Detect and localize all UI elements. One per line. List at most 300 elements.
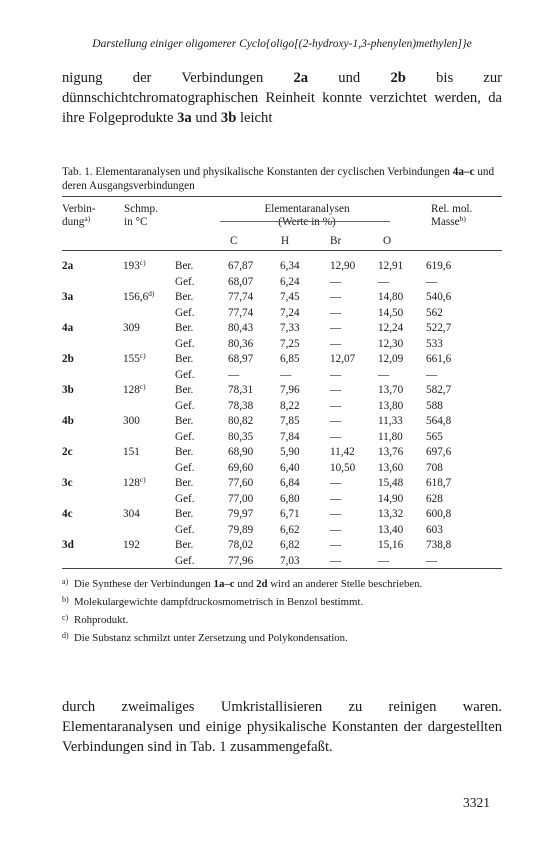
molar-mass-cell-value: 600,8 — [426, 508, 452, 520]
hydrogen-cell-value: 6,34 — [280, 260, 300, 272]
melting-point-cell — [123, 554, 175, 570]
table-row — [62, 476, 486, 492]
footnote-mark: c) — [62, 613, 69, 622]
table-row — [62, 383, 486, 399]
header-elemental-analysis — [232, 203, 382, 229]
hydrogen-cell-value: 7,03 — [280, 554, 300, 567]
melting-point-cell-value: 156,6 — [123, 291, 149, 303]
bromine-cell — [330, 399, 378, 415]
oxygen-cell-value: 12,91 — [378, 260, 404, 272]
table-row — [62, 352, 486, 368]
analysis-type-cell — [175, 507, 228, 523]
bromine-cell-value: 11,42 — [330, 446, 355, 458]
analysis-type-cell-value: Ber. — [175, 508, 194, 520]
compound-cell-value: 2a — [62, 260, 74, 272]
header-werte: (Werte in %) — [278, 216, 336, 228]
hydrogen-cell — [280, 414, 330, 430]
melting-point-cell — [123, 321, 175, 337]
bromine-cell-value: — — [330, 523, 342, 536]
molar-mass-cell — [426, 337, 486, 353]
carbon-cell — [228, 414, 280, 430]
molar-mass-cell — [426, 445, 486, 461]
melting-point-cell-value: 304 — [123, 508, 140, 520]
hydrogen-cell-value: 7,25 — [280, 337, 300, 350]
oxygen-cell — [378, 306, 426, 322]
header-compound — [62, 203, 96, 229]
melting-point-cell — [123, 352, 175, 368]
oxygen-cell — [378, 321, 426, 337]
text-run: und — [191, 110, 221, 126]
table-row — [62, 461, 486, 477]
hydrogen-cell-value: 6,80 — [280, 492, 300, 505]
hydrogen-cell — [280, 368, 330, 384]
header-C: C — [230, 235, 238, 247]
carbon-cell-value: 78,31 — [228, 384, 254, 396]
bromine-cell-value: 12,90 — [330, 260, 356, 272]
compound-cell-value: 3d — [62, 539, 74, 551]
carbon-cell — [228, 306, 280, 322]
text-run: und — [308, 70, 391, 86]
molar-mass-cell — [426, 554, 486, 570]
compound-cell — [62, 507, 123, 523]
melting-point-cell-value: 193 — [123, 260, 140, 272]
hydrogen-cell-value: 7,84 — [280, 430, 300, 443]
molar-mass-cell-value: 619,6 — [426, 260, 452, 272]
analysis-type-cell — [175, 554, 228, 570]
compound-ref: 1a–c — [213, 578, 235, 590]
melting-point-cell — [123, 259, 175, 275]
header-masse-line — [431, 216, 472, 229]
footnote-text: Rohprodukt. — [74, 614, 129, 626]
header-sub-rule — [220, 221, 390, 222]
compound-cell — [62, 476, 123, 492]
molar-mass-cell-value: 628 — [426, 492, 443, 505]
molar-mass-cell — [426, 306, 486, 322]
analysis-type-cell — [175, 414, 228, 430]
analysis-type-cell-value: Ber. — [175, 477, 194, 489]
header-dung-line — [62, 216, 96, 229]
oxygen-cell — [378, 476, 426, 492]
table-row — [62, 554, 486, 570]
hydrogen-cell — [280, 306, 330, 322]
table-row — [62, 507, 486, 523]
compound-ref: 3a — [177, 110, 192, 126]
analysis-type-cell-value: Gef. — [175, 275, 195, 288]
carbon-cell — [228, 275, 280, 291]
molar-mass-cell — [426, 368, 486, 384]
running-head: Darstellung einiger oligomerer Cyclo{oligo[(2-hydroxy-1,3-phenylen)methylen]}e — [92, 38, 472, 50]
molar-mass-cell — [426, 461, 486, 477]
melting-point-cell-value: 192 — [123, 539, 140, 551]
carbon-cell-value: 68,90 — [228, 446, 254, 458]
table-row — [62, 290, 486, 306]
molar-mass-cell-value: 562 — [426, 306, 443, 319]
analysis-type-cell — [175, 259, 228, 275]
carbon-cell-value: 78,02 — [228, 539, 254, 551]
analysis-type-cell — [175, 290, 228, 306]
hydrogen-cell — [280, 259, 330, 275]
analysis-type-cell-value: Ber. — [175, 291, 194, 303]
oxygen-cell-value: 11,33 — [378, 415, 403, 427]
oxygen-cell-value: — — [378, 368, 390, 381]
bromine-cell — [330, 352, 378, 368]
caption-compound-ref: 4a–c — [452, 166, 475, 178]
oxygen-cell-value: 13,80 — [378, 399, 404, 412]
bromine-cell-value: — — [330, 477, 342, 489]
compound-cell-value: 4c — [62, 508, 73, 520]
oxygen-cell-value: 13,60 — [378, 461, 404, 474]
table-row — [62, 399, 486, 415]
melting-point-cell-value: 151 — [123, 446, 140, 458]
melting-point-cell-value: 128 — [123, 477, 140, 489]
hydrogen-cell-value: 7,33 — [280, 322, 300, 334]
carbon-cell — [228, 337, 280, 353]
molar-mass-cell — [426, 414, 486, 430]
compound-cell — [62, 445, 123, 461]
hydrogen-cell-value: 7,96 — [280, 384, 300, 396]
compound-cell — [62, 414, 123, 430]
molar-mass-cell — [426, 383, 486, 399]
analysis-type-cell — [175, 368, 228, 384]
molar-mass-cell — [426, 259, 486, 275]
page-number: 3321 — [463, 795, 490, 810]
hydrogen-cell-value: 8,22 — [280, 399, 300, 412]
molar-mass-cell-value: 540,6 — [426, 291, 452, 303]
hydrogen-cell-value: — — [280, 368, 292, 381]
table-caption — [62, 165, 502, 193]
bromine-cell — [330, 430, 378, 446]
compound-cell-value: 2c — [62, 446, 73, 458]
analysis-type-cell-value: Gef. — [175, 306, 195, 319]
hydrogen-cell-value: 6,24 — [280, 275, 300, 288]
bromine-cell-value: 10,50 — [330, 461, 356, 474]
hydrogen-cell-value: 6,62 — [280, 523, 300, 536]
oxygen-cell-value: — — [378, 554, 390, 567]
carbon-cell — [228, 476, 280, 492]
footnote-ref: a) — [84, 214, 91, 223]
compound-cell-value: 4a — [62, 322, 74, 334]
oxygen-cell — [378, 259, 426, 275]
carbon-cell — [228, 523, 280, 539]
melting-point-cell — [123, 399, 175, 415]
paragraph-top — [62, 68, 502, 128]
hydrogen-cell — [280, 538, 330, 554]
footnote-text: Die Substanz schmilzt unter Zersetzung und Polykondensation. — [74, 632, 348, 644]
oxygen-cell — [378, 430, 426, 446]
carbon-cell — [228, 290, 280, 306]
carbon-cell-value: 79,89 — [228, 523, 254, 536]
analysis-type-cell — [175, 430, 228, 446]
bromine-cell — [330, 476, 378, 492]
analysis-type-cell — [175, 275, 228, 291]
analysis-type-cell — [175, 445, 228, 461]
carbon-cell-value: — — [228, 368, 240, 381]
compound-ref: 3b — [220, 110, 237, 126]
carbon-cell — [228, 368, 280, 384]
table-row — [62, 445, 486, 461]
analysis-type-cell-value: Gef. — [175, 368, 195, 381]
hydrogen-cell — [280, 337, 330, 353]
footnote-text: Molekulargewichte dampfdruckosmometrisch in Benzol bestimmt. — [74, 596, 364, 608]
compound-cell — [62, 430, 123, 446]
table-row — [62, 430, 486, 446]
oxygen-cell-value: 13,70 — [378, 384, 404, 396]
footnote-d — [62, 628, 502, 646]
carbon-cell — [228, 461, 280, 477]
compound-cell — [62, 352, 123, 368]
bromine-cell-value: — — [330, 337, 342, 350]
analysis-type-cell-value: Gef. — [175, 337, 195, 350]
molar-mass-cell-value: 618,7 — [426, 477, 452, 489]
oxygen-cell-value: 15,16 — [378, 539, 404, 551]
bromine-cell — [330, 507, 378, 523]
carbon-cell — [228, 538, 280, 554]
molar-mass-cell-value: — — [426, 275, 438, 288]
carbon-cell-value: 68,07 — [228, 275, 254, 288]
bromine-cell-value: — — [330, 399, 342, 412]
compound-cell — [62, 399, 123, 415]
header-masse: Masse — [431, 216, 460, 228]
table-row — [62, 492, 486, 508]
carbon-cell — [228, 492, 280, 508]
hydrogen-cell-value: 5,90 — [280, 446, 300, 458]
oxygen-cell — [378, 554, 426, 570]
table-row — [62, 275, 486, 291]
molar-mass-cell — [426, 290, 486, 306]
molar-mass-cell-value: 697,6 — [426, 446, 452, 458]
paragraph-bottom: durch zweimaliges Umkristallisieren zu reinigen waren. Elementaranalysen und einige physikalische Konstanten der dargestellten Verbindungen sind in Tab. 1 zusammengefaßt. — [62, 699, 502, 755]
table-row — [62, 306, 486, 322]
melting-point-cell-value: 300 — [123, 415, 140, 427]
footnote-ref: c) — [139, 258, 146, 267]
hydrogen-cell-value: 6,84 — [280, 477, 300, 489]
bromine-cell — [330, 275, 378, 291]
analysis-type-cell-value: Ber. — [175, 415, 194, 427]
melting-point-cell — [123, 492, 175, 508]
bromine-cell-value: — — [330, 539, 342, 551]
analysis-type-cell — [175, 461, 228, 477]
oxygen-cell — [378, 414, 426, 430]
oxygen-cell-value: 13,40 — [378, 523, 404, 536]
molar-mass-cell-value: 565 — [426, 430, 443, 443]
molar-mass-cell — [426, 352, 486, 368]
bromine-cell-value: — — [330, 384, 342, 396]
table-bottom-rule — [62, 568, 502, 569]
bromine-cell — [330, 259, 378, 275]
melting-point-cell — [123, 383, 175, 399]
compound-cell-value: 2b — [62, 353, 74, 365]
compound-cell — [62, 368, 123, 384]
oxygen-cell-value: 13,76 — [378, 446, 404, 458]
analysis-type-cell — [175, 383, 228, 399]
footnote-ref: d) — [148, 289, 155, 298]
header-schmp: Schmp. — [124, 203, 158, 215]
compound-cell — [62, 259, 123, 275]
analysis-table — [62, 259, 486, 569]
caption-text: Tab. 1. Elementaranalysen und physikalische Konstanten der cyclischen Verbindungen — [62, 166, 453, 178]
table-row — [62, 321, 486, 337]
oxygen-cell-value: 13,32 — [378, 508, 404, 520]
oxygen-cell — [378, 290, 426, 306]
analysis-type-cell-value: Gef. — [175, 461, 195, 474]
bromine-cell — [330, 523, 378, 539]
molar-mass-cell-value: 582,7 — [426, 384, 452, 396]
melting-point-cell — [123, 538, 175, 554]
melting-point-cell — [123, 523, 175, 539]
bromine-cell-value: — — [330, 322, 342, 334]
footnote-mark: d) — [62, 631, 69, 640]
molar-mass-cell — [426, 430, 486, 446]
header-H: H — [281, 235, 290, 247]
molar-mass-cell-value: 564,8 — [426, 415, 452, 427]
table-row — [62, 368, 486, 384]
bromine-cell-value: — — [330, 492, 342, 505]
oxygen-cell-value: 12,24 — [378, 322, 404, 334]
bromine-cell-value: — — [330, 430, 342, 443]
analysis-type-cell — [175, 399, 228, 415]
molar-mass-cell-value: 603 — [426, 523, 443, 536]
carbon-cell-value: 69,60 — [228, 461, 254, 474]
molar-mass-cell — [426, 492, 486, 508]
bromine-cell — [330, 321, 378, 337]
footnote-ref: c) — [139, 382, 146, 391]
carbon-cell-value: 77,00 — [228, 492, 254, 505]
carbon-cell-value: 68,97 — [228, 353, 254, 365]
footnote-text: wird an anderer Stelle beschrieben. — [267, 578, 423, 590]
oxygen-cell — [378, 445, 426, 461]
carbon-cell — [228, 383, 280, 399]
hydrogen-cell-value: 7,24 — [280, 306, 300, 319]
hydrogen-cell — [280, 507, 330, 523]
compound-cell — [62, 538, 123, 554]
carbon-cell-value: 78,38 — [228, 399, 254, 412]
footnote-b — [62, 592, 502, 610]
analysis-type-cell-value: Ber. — [175, 353, 194, 365]
header-Br: Br — [330, 235, 342, 247]
hydrogen-cell — [280, 275, 330, 291]
carbon-cell — [228, 399, 280, 415]
analysis-type-cell — [175, 492, 228, 508]
carbon-cell-value: 77,74 — [228, 291, 254, 303]
hydrogen-cell — [280, 290, 330, 306]
compound-cell — [62, 383, 123, 399]
carbon-cell — [228, 430, 280, 446]
bromine-cell — [330, 414, 378, 430]
compound-ref: 2a — [293, 70, 309, 86]
molar-mass-cell — [426, 507, 486, 523]
bromine-cell — [330, 306, 378, 322]
carbon-cell — [228, 321, 280, 337]
hydrogen-cell-value: 6,85 — [280, 353, 300, 365]
oxygen-cell — [378, 523, 426, 539]
analysis-type-cell-value: Ber. — [175, 446, 194, 458]
bromine-cell-value: — — [330, 415, 342, 427]
compound-cell-value: 3c — [62, 477, 73, 489]
oxygen-cell — [378, 352, 426, 368]
oxygen-cell — [378, 368, 426, 384]
carbon-cell-value: 77,74 — [228, 306, 254, 319]
oxygen-cell-value: 12,09 — [378, 353, 404, 365]
oxygen-cell — [378, 275, 426, 291]
caption-text: und deren Ausgangsverbindungen — [62, 166, 495, 192]
hydrogen-cell-value: 7,85 — [280, 415, 300, 427]
molar-mass-cell-value: 533 — [426, 337, 443, 350]
table-row — [62, 414, 486, 430]
analysis-type-cell-value: Gef. — [175, 430, 195, 443]
bromine-cell-value: — — [330, 306, 342, 319]
oxygen-cell — [378, 337, 426, 353]
footnotes — [62, 574, 502, 646]
molar-mass-cell-value: 588 — [426, 399, 443, 412]
compound-ref: 2b — [390, 70, 406, 86]
text-run: bis zur dünnschichtchromatographischen Reinheit konnte verzichtet werden, da ihre Folgeprodukte — [62, 70, 502, 126]
hydrogen-cell-value: 6,82 — [280, 539, 300, 551]
table-row — [62, 259, 486, 275]
compound-cell-value: 3a — [62, 291, 74, 303]
melting-point-cell-value: 155 — [123, 353, 140, 365]
carbon-cell-value: 67,87 — [228, 260, 254, 272]
compound-cell — [62, 492, 123, 508]
analysis-type-cell-value: Ber. — [175, 384, 194, 396]
analysis-type-cell — [175, 337, 228, 353]
hydrogen-cell — [280, 476, 330, 492]
header-elem: Elementaranalysen — [264, 203, 350, 215]
compound-ref: 2d — [256, 578, 268, 590]
bromine-cell — [330, 290, 378, 306]
carbon-cell-value: 80,82 — [228, 415, 254, 427]
bromine-cell — [330, 554, 378, 570]
carbon-cell-value: 77,60 — [228, 477, 254, 489]
compound-cell-value: 3b — [62, 384, 74, 396]
bromine-cell — [330, 383, 378, 399]
molar-mass-cell — [426, 321, 486, 337]
melting-point-cell — [123, 507, 175, 523]
melting-point-cell — [123, 476, 175, 492]
hydrogen-cell-value: 6,71 — [280, 508, 300, 520]
molar-mass-cell-value: 708 — [426, 461, 443, 474]
table-row — [62, 538, 486, 554]
analysis-type-cell — [175, 352, 228, 368]
table-body — [62, 259, 486, 569]
hydrogen-cell — [280, 383, 330, 399]
compound-cell — [62, 306, 123, 322]
header-in-c: in °C — [124, 216, 148, 228]
oxygen-cell-value: 14,90 — [378, 492, 404, 505]
molar-mass-cell-value: — — [426, 554, 438, 567]
bromine-cell-value: 12,07 — [330, 353, 356, 365]
melting-point-cell — [123, 290, 175, 306]
analysis-type-cell — [175, 476, 228, 492]
footnote-mark: a) — [62, 577, 69, 586]
melting-point-cell — [123, 445, 175, 461]
bromine-cell-value: — — [330, 275, 342, 288]
footnote-ref: b) — [459, 214, 466, 223]
analysis-type-cell — [175, 306, 228, 322]
oxygen-cell-value: 15,48 — [378, 477, 404, 489]
analysis-type-cell — [175, 321, 228, 337]
analysis-type-cell-value: Gef. — [175, 523, 195, 536]
header-molar-mass — [431, 203, 472, 229]
table-row — [62, 523, 486, 539]
analysis-type-cell — [175, 538, 228, 554]
compound-cell — [62, 290, 123, 306]
analysis-type-cell — [175, 523, 228, 539]
oxygen-cell — [378, 507, 426, 523]
molar-mass-cell — [426, 538, 486, 554]
header-melting-point — [124, 203, 158, 229]
carbon-cell-value: 77,96 — [228, 554, 254, 567]
hydrogen-cell — [280, 461, 330, 477]
